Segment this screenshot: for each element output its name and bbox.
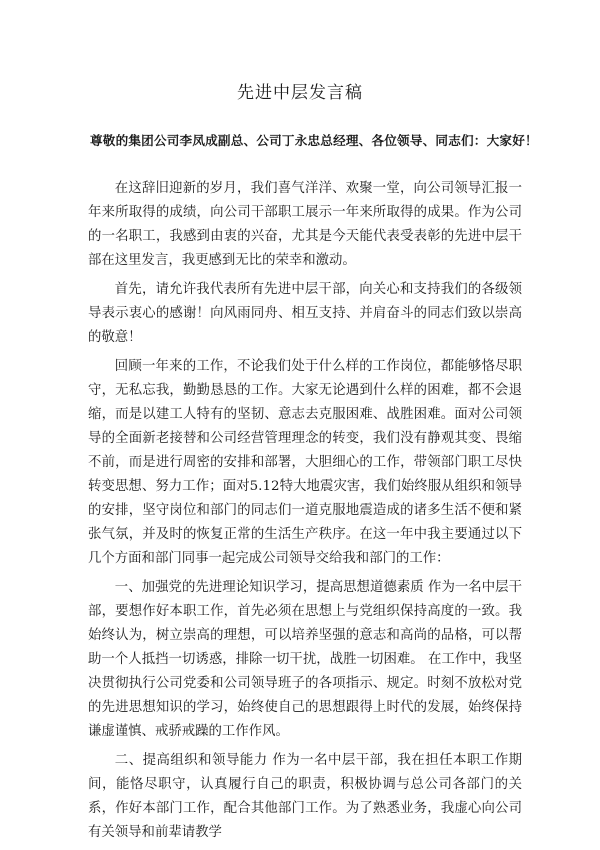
salutation: 尊敬的集团公司李凤成副总、公司丁永忠总经理、各位领导、同志们：大家好！ [90, 133, 538, 148]
document-title: 先进中层发言稿 [237, 83, 363, 103]
paragraph: 首先，请允许我代表所有先进中层干部，向关心和支持我们的各级领导表示衷心的感谢！向风雨同舟、相互支持、并肩奋斗的同志们致以崇高的敬意！ [88, 282, 522, 345]
paragraph: 在这辞旧迎新的岁月，我们喜气洋洋、欢聚一堂，向公司领导汇报一年来所取得的成绩，向公司干部职工展示一年来所取得的成果。作为公司的一名职工，我感到由衷的兴奋，尤其是今天能代表受表彰的先进中层干部在这里发言，我更感到无比的荣幸和激动。 [88, 181, 522, 268]
document-body [88, 177, 522, 850]
paragraph: 回顾一年来的工作，不论我们处于什么样的工作岗位，都能够恪尽职守，无私忘我，勤勤恳恳的工作。大家无论遇到什么样的困难，都不会退缩，而是以建工人特有的坚韧、意志去克服困难、战胜困难。面对公司领导的全面新老接替和公司经营管理理念的转变，我们没有静观其变、畏缩不前，而是进行周密的安排和部署，大胆细心的工作，带领部门职工尽快转变思想、努力工作；面对5.12特大地震灾害，我们始终服从组织和领导的安排，坚守岗位和部门的同志们一道克服地震造成的诸多生活不便和紧张气氛，并及时的恢复正常的生活生产秩序。在这一年中我主要通过以下几个方面和部门同事一起完成公司领导交给我和部门的工作： [88, 359, 522, 566]
paragraph: 二、提高组织和领导能力 作为一名中层干部，我在担任本职工作期间，能恪尽职守，认真履行自己的职责，积极协调与总公司各部门的关系，作好本部门工作，配合其他部门工作。为了熟悉业务，我虚心向公司有关领导和前辈请教学 [88, 753, 522, 840]
paragraph: 一、加强党的先进理论知识学习，提高思想道德素质 作为一名中层干部，要想作好本职工作，首先必须在思想上与党组织保持高度的一致。我始终认为，树立崇高的理想，可以培养坚强的意志和高尚的品格，可以帮助一个人抵挡一切诱惑，排除一切干扰，战胜一切困难。 在工作中，我坚决贯彻执行公司党委和公司领导班子的各项指示、规定。时刻不放松对党的先进思想知识的学习，始终使自己的思想跟得上时代的发展，始终保持谦虚谨慎、戒骄戒躁的工作作风。 [88, 580, 522, 739]
